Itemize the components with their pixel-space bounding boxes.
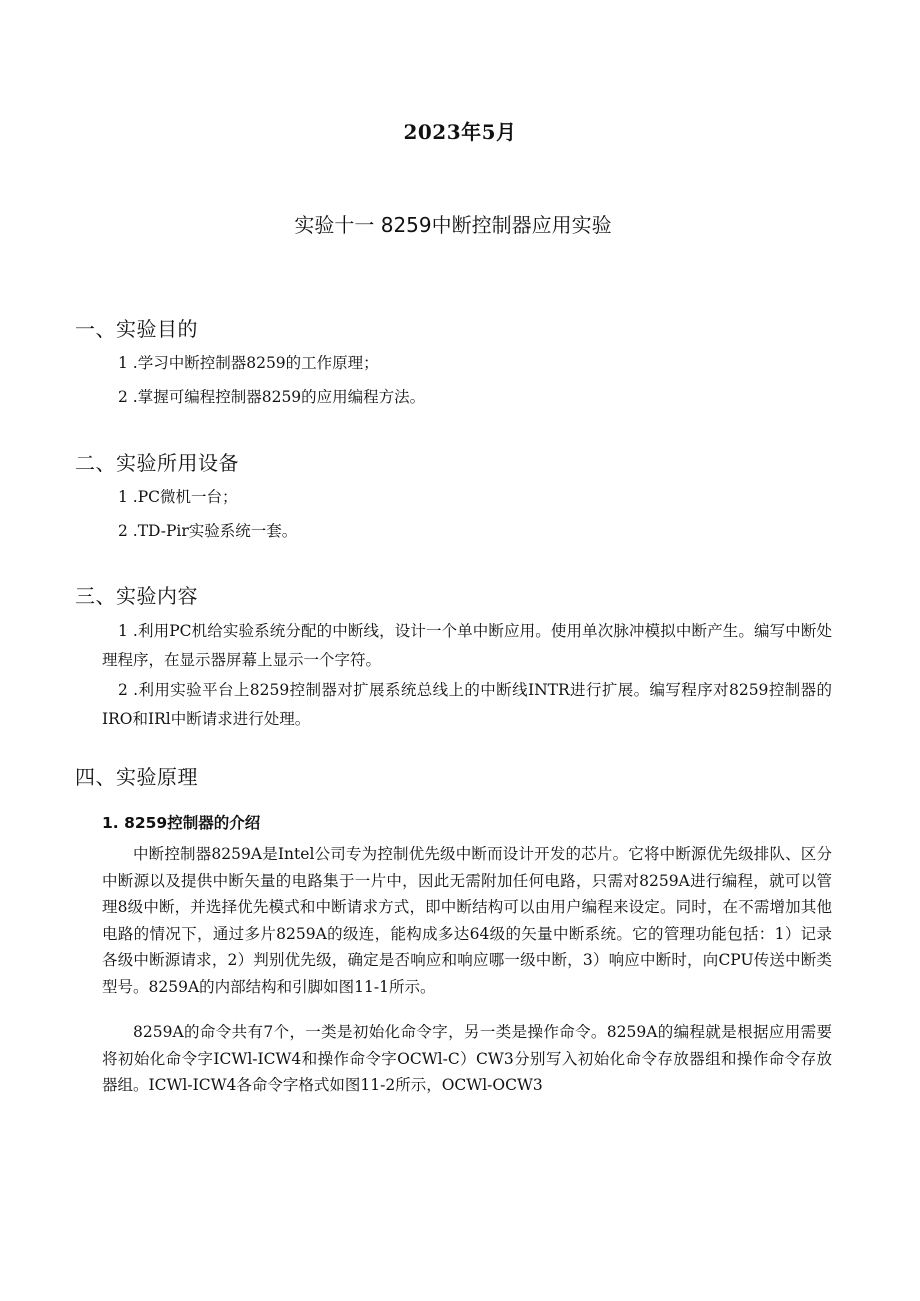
section-heading-equipment: 二、实验所用设备 (75, 451, 239, 475)
equipment-item-2: 2 .TD-Pir实验系统一套。 (118, 522, 298, 540)
document-date: 2023年5月 (403, 120, 517, 144)
section-heading-objective: 一、实验目的 (75, 317, 198, 341)
content-item-2: 2 .利用实验平台上8259控制器对扩展系统总线上的中断线INTR进行扩展。编写程序对8259控制器的IRO和IRl中断请求进行处理。 (102, 681, 832, 728)
subsection-heading-8259-intro: 1. 8259控制器的介绍 (102, 814, 261, 832)
objective-item-2: 2 .掌握可编程控制器8259的应用编程方法。 (118, 388, 426, 406)
objective-item-1: 1 .学习中断控制器8259的工作原理； (118, 354, 379, 372)
section-heading-principle: 四、实验原理 (75, 765, 198, 789)
experiment-title: 实验十一 8259中断控制器应用实验 (294, 213, 612, 237)
content-item-1: 1 .利用PC机给实验系统分配的中断线，设计一个单中断应用。使用单次脉冲模拟中断产生。编写中断处理程序，在显示器屏幕上显示一个字符。 (102, 622, 832, 669)
principle-paragraph-1: 中断控制器8259A是Intel公司专为控制优先级中断而设计开发的芯片。它将中断源优先级排队、区分中断源以及提供中断矢量的电路集于一片中，因此无需附加任何电路，只需对8259A进行编程，就可以管理8级中断，并选择优先模式和中断请求方式，即中断结构可以由用户编程来设定。同时，在不需增加其他电路的情况下，通过多片8259A的级连，能构成多达64级的矢量中断系统。它的管理功能包括：1）记录各级中断源请求，2）判别优先级，确定是否响应和响应哪一级中断，3）响应中断时，向CPU传送中断类型号。8259A的内部结构和引脚如图11-1所示。 (102, 845, 832, 996)
section-heading-content: 三、实验内容 (75, 584, 198, 608)
principle-paragraph-2: 8259A的命令共有7个，一类是初始化命令字，另一类是操作命令。8259A的编程就是根据应用需要将初始化命令字ICWl-ICW4和操作命令字OCWl-C）CW3分别写入初始化命令存放器组和操作命令存放器组。ICWl-ICW4各命令字格式如图11-2所示，OCWl-OCW3 (102, 1023, 832, 1094)
equipment-item-1: 1 .PC微机一台； (118, 488, 238, 506)
